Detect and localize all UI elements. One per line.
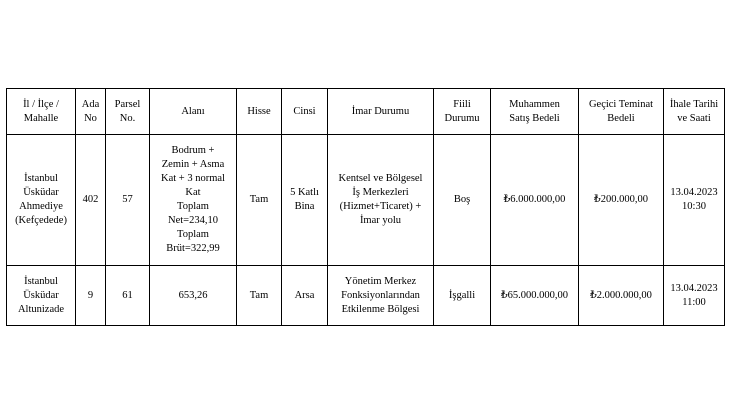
cell-datetime: 13.04.2023 10:30 bbox=[664, 135, 725, 266]
cell-parsel: 61 bbox=[106, 266, 150, 326]
cell-zoning: Kentsel ve Bölgesel İş Merkezleri (Hizmet+Ticaret) + İmar yolu bbox=[328, 135, 434, 266]
auction-table bbox=[6, 88, 725, 326]
cell-type: Arsa bbox=[282, 266, 328, 326]
cell-type: 5 Katlı Bina bbox=[282, 135, 328, 266]
header-zoning: İmar Durumu bbox=[328, 89, 434, 135]
header-deposit: Geçici Teminat Bedeli bbox=[579, 89, 664, 135]
cell-price: ₺65.000.000,00 bbox=[491, 266, 579, 326]
table-header-row bbox=[7, 89, 725, 135]
header-ada: Ada No bbox=[76, 89, 106, 135]
cell-area: Bodrum + Zemin + Asma Kat + 3 normal Kat Toplam Net=234,10 Toplam Brüt=322,99 bbox=[150, 135, 237, 266]
cell-parsel: 57 bbox=[106, 135, 150, 266]
header-status: Fiili Durumu bbox=[434, 89, 491, 135]
cell-status: Boş bbox=[434, 135, 491, 266]
header-datetime: İhale Tarihi ve Saati bbox=[664, 89, 725, 135]
cell-zoning: Yönetim Merkez Fonksiyonlarından Etkilenme Bölgesi bbox=[328, 266, 434, 326]
cell-area: 653,26 bbox=[150, 266, 237, 326]
header-area: Alanı bbox=[150, 89, 237, 135]
cell-datetime: 13.04.2023 11:00 bbox=[664, 266, 725, 326]
cell-ada: 402 bbox=[76, 135, 106, 266]
cell-deposit: ₺200.000,00 bbox=[579, 135, 664, 266]
cell-share: Tam bbox=[237, 135, 282, 266]
cell-location: İstanbul Üsküdar Ahmediye (Kefçedede) bbox=[7, 135, 76, 266]
header-location: İl / İlçe / Mahalle bbox=[7, 89, 76, 135]
header-share: Hisse bbox=[237, 89, 282, 135]
header-parsel: Parsel No. bbox=[106, 89, 150, 135]
cell-price: ₺6.000.000,00 bbox=[491, 135, 579, 266]
cell-location: İstanbul Üsküdar Altunizade bbox=[7, 266, 76, 326]
table-row bbox=[7, 266, 725, 326]
cell-share: Tam bbox=[237, 266, 282, 326]
cell-status: İşgalli bbox=[434, 266, 491, 326]
header-type: Cinsi bbox=[282, 89, 328, 135]
cell-ada: 9 bbox=[76, 266, 106, 326]
header-price: Muhammen Satış Bedeli bbox=[491, 89, 579, 135]
table-row bbox=[7, 135, 725, 266]
cell-deposit: ₺2.000.000,00 bbox=[579, 266, 664, 326]
